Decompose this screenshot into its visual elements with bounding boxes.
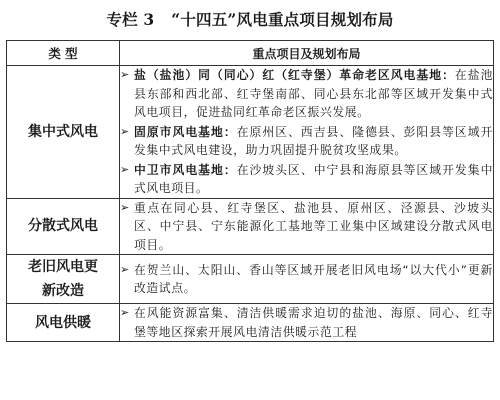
row-type-centralized: 集中式风电 <box>7 66 120 199</box>
table-row <box>7 255 494 304</box>
box-title-main: “十四五”风电重点项目规划布局 <box>171 10 394 29</box>
list-item <box>120 66 493 122</box>
header-type: 类 型 <box>7 41 120 66</box>
projects-table <box>6 40 494 342</box>
row-type-line-2: 新改造 <box>42 283 84 299</box>
box-title-prefix: 专栏 3 <box>106 10 155 29</box>
item-heading: 中卫市风电基地： <box>134 162 237 177</box>
arrow-bullet-icon: ➢ <box>120 306 130 319</box>
row-content-distributed <box>120 198 494 255</box>
header-projects: 重点项目及规划布局 <box>120 41 494 66</box>
item-text: 重点在同心县、红寺堡区、盐池县、原州区、泾源县、沙坡头区、中宁县、宁东能源化工基地等工业集中区域建设分散式风电项目。 <box>134 200 493 252</box>
item-text: 在原州区、西吉县、隆德县、彭阳县等区域开发集中式风电建设，助力巩固提升脱贫攻坚成果。 <box>134 124 493 157</box>
arrow-bullet-icon: ➢ <box>120 262 130 276</box>
arrow-bullet-icon: ➢ <box>120 124 130 138</box>
arrow-bullet-icon: ➢ <box>120 162 130 176</box>
item-heading: 固原市风电基地： <box>134 124 237 139</box>
row-type-heating: 风电供暖 <box>7 304 120 342</box>
row-type-repowering <box>7 255 120 304</box>
arrow-bullet-icon: ➢ <box>120 200 130 214</box>
list-item <box>120 123 493 160</box>
list-item <box>120 304 493 341</box>
item-text: 在风能资源富集、清洁供暖需求迫切的盐池、海原、同心、红寺堡等地区探索开展风电清洁供暖示范工程 <box>134 306 493 339</box>
item-text: 在盐池县东部和西北部、红寺堡南部、同心县东北部等区域开发集中式风电项目，促进盐同红革命老区振兴发展。 <box>134 68 493 119</box>
item-heading: 盐（盐池）同（同心）红（红寺堡）革命老区风电基地： <box>134 68 455 82</box>
table-row <box>7 198 494 255</box>
item-text: 在沙坡头区、中宁县和海原县等区域开发集中式风电项目。 <box>134 162 493 195</box>
table-header-row <box>7 41 494 66</box>
row-content-centralized <box>120 66 494 199</box>
list-item <box>120 161 493 198</box>
list-item <box>120 261 493 298</box>
table-row <box>7 66 494 199</box>
list-item <box>120 199 493 255</box>
row-type-line-1: 老旧风电更 <box>28 259 98 275</box>
item-text: 在贺兰山、太阳山、香山等区域开展老旧风电场“以大代小”更新改造试点。 <box>134 262 493 295</box>
arrow-bullet-icon: ➢ <box>120 68 130 81</box>
box-title <box>6 6 494 34</box>
row-type-distributed: 分散式风电 <box>7 198 120 255</box>
row-content-heating <box>120 304 494 342</box>
row-content-repowering <box>120 255 494 304</box>
table-row <box>7 304 494 342</box>
